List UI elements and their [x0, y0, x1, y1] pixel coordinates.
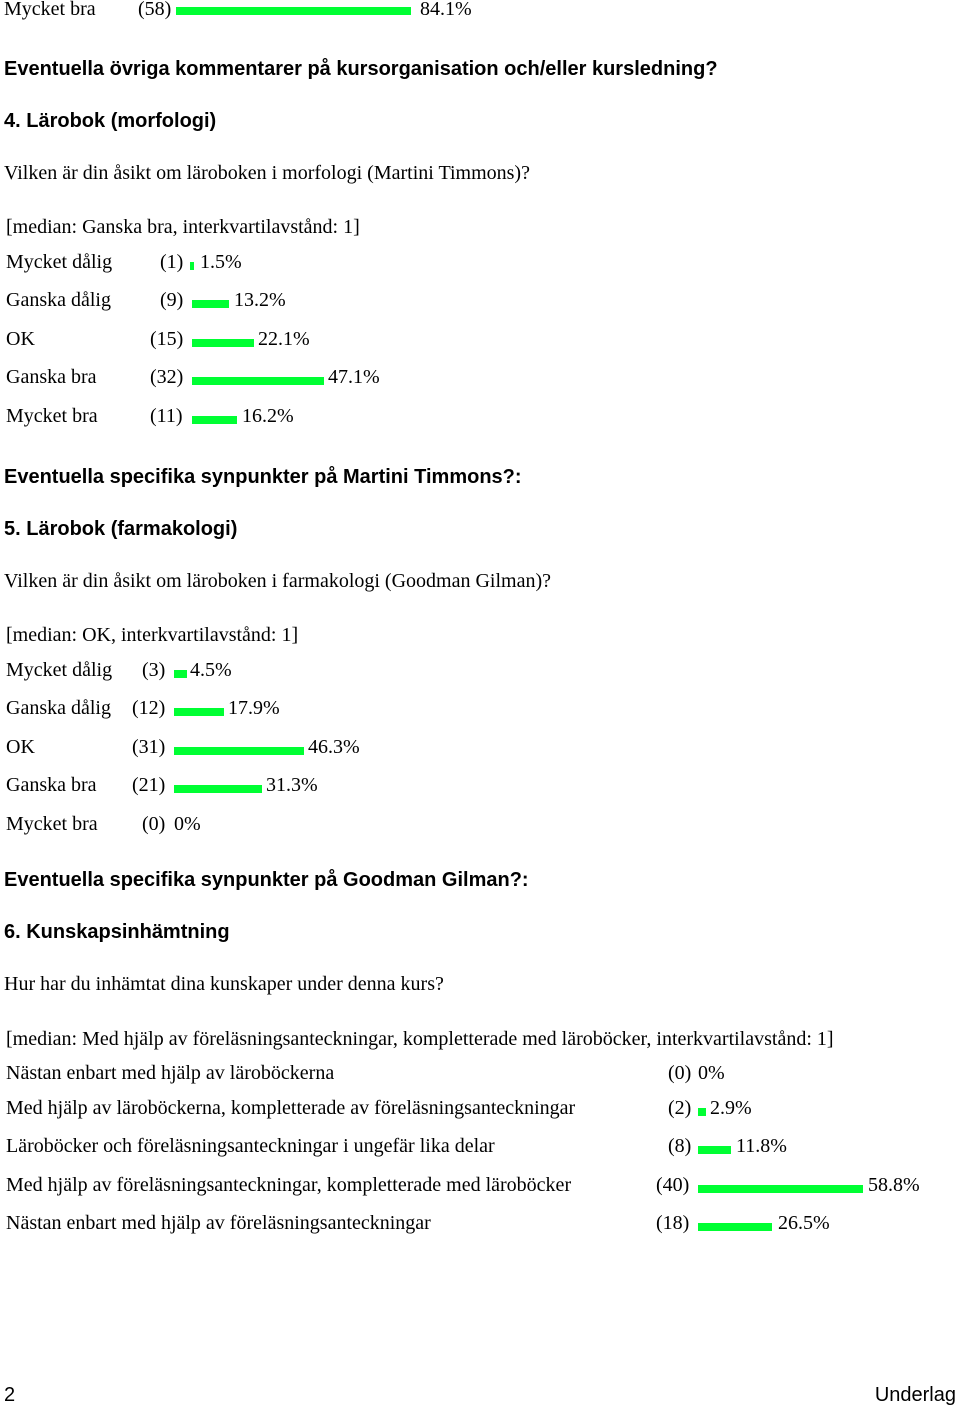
row-percent: 13.2%	[234, 289, 286, 311]
bar	[174, 708, 224, 716]
row-count: (58)	[138, 0, 172, 20]
row-count: (0)	[142, 813, 166, 835]
row-count: (32)	[150, 366, 184, 388]
row-label: Ganska dålig	[6, 289, 111, 311]
row-label: Läroböcker och föreläsningsanteckningar i ungefär lika delar	[6, 1135, 495, 1157]
page-number: 2	[4, 1384, 16, 1406]
row-label: Mycket bra	[6, 813, 98, 835]
bar	[174, 747, 304, 755]
row-percent: 17.9%	[228, 697, 280, 719]
row-percent: 0%	[698, 1062, 725, 1084]
row-label: Mycket bra	[4, 0, 96, 20]
bar	[698, 1185, 863, 1193]
row-percent: 11.8%	[736, 1135, 787, 1157]
bar	[190, 262, 194, 270]
row-label: Med hjälp av föreläsningsanteckningar, kompletterade med läroböcker	[6, 1174, 572, 1196]
row-percent: 26.5%	[778, 1212, 830, 1234]
bar	[192, 339, 254, 347]
row-count: (31)	[132, 736, 166, 758]
footer-section: Underlag	[874, 1384, 956, 1406]
row-count: (1)	[160, 251, 184, 273]
median: [median: OK, interkvartilavstånd: 1]	[6, 624, 299, 646]
row-count: (9)	[160, 289, 184, 311]
row-count: (40)	[656, 1174, 690, 1196]
row-percent: 47.1%	[328, 366, 380, 388]
row-label: Med hjälp av läroböckerna, kompletterade av föreläsningsanteckningar	[6, 1097, 576, 1119]
row-label: Nästan enbart med hjälp av läroböckerna	[6, 1062, 335, 1084]
row-count: (2)	[668, 1097, 692, 1119]
median: [median: Ganska bra, interkvartilavstånd: 1]	[6, 216, 360, 238]
row-count: (8)	[668, 1135, 692, 1157]
row-label: Ganska bra	[6, 366, 97, 388]
row-percent: 4.5%	[190, 659, 232, 681]
bar	[192, 300, 229, 308]
bar	[192, 377, 324, 385]
question: Vilken är din åsikt om läroboken i farmakologi (Goodman Gilman)?	[4, 570, 551, 592]
row-label: Mycket dålig	[6, 251, 113, 273]
bar	[176, 7, 411, 15]
row-percent: 46.3%	[308, 736, 360, 758]
bar	[698, 1223, 772, 1231]
row-percent: 22.1%	[258, 328, 310, 350]
row-count: (18)	[656, 1212, 690, 1234]
section-title: 5. Lärobok (farmakologi)	[4, 518, 238, 540]
bar	[192, 416, 237, 424]
row-count: (3)	[142, 659, 166, 681]
section-title: 6. Kunskapsinhämtning	[4, 921, 230, 943]
row-label: Nästan enbart med hjälp av föreläsningsanteckningar	[6, 1212, 431, 1234]
row-label: OK	[6, 736, 35, 758]
row-label: OK	[6, 328, 35, 350]
row-percent: 0%	[174, 813, 201, 835]
row-count: (15)	[150, 328, 184, 350]
row-count: (21)	[132, 774, 166, 796]
bar	[698, 1108, 706, 1116]
bar	[174, 670, 187, 678]
question: Vilken är din åsikt om läroboken i morfologi (Martini Timmons)?	[4, 162, 530, 184]
row-label: Mycket dålig	[6, 659, 113, 681]
row-percent: 58.8%	[868, 1174, 920, 1196]
bar	[698, 1146, 731, 1154]
comments-heading: Eventuella specifika synpunkter på Goodman Gilman?:	[4, 869, 529, 891]
row-label: Mycket bra	[6, 405, 98, 427]
row-percent: 16.2%	[242, 405, 294, 427]
row-percent: 84.1%	[420, 0, 472, 20]
median: [median: Med hjälp av föreläsningsanteckningar, kompletterade med läroböcker, interkvartilavstånd: 1]	[6, 1028, 834, 1050]
row-percent: 2.9%	[710, 1097, 752, 1119]
bar	[174, 785, 262, 793]
section-title: 4. Lärobok (morfologi)	[4, 110, 217, 132]
question: Hur har du inhämtat dina kunskaper under denna kurs?	[4, 973, 444, 995]
row-count: (12)	[132, 697, 166, 719]
row-label: Ganska dålig	[6, 697, 111, 719]
row-label: Ganska bra	[6, 774, 97, 796]
row-percent: 31.3%	[266, 774, 318, 796]
row-percent: 1.5%	[200, 251, 242, 273]
comments-heading: Eventuella specifika synpunkter på Martini Timmons?:	[4, 466, 522, 488]
comments-heading: Eventuella övriga kommentarer på kursorganisation och/eller kursledning?	[4, 58, 718, 80]
row-count: (0)	[668, 1062, 692, 1084]
row-count: (11)	[150, 405, 183, 427]
